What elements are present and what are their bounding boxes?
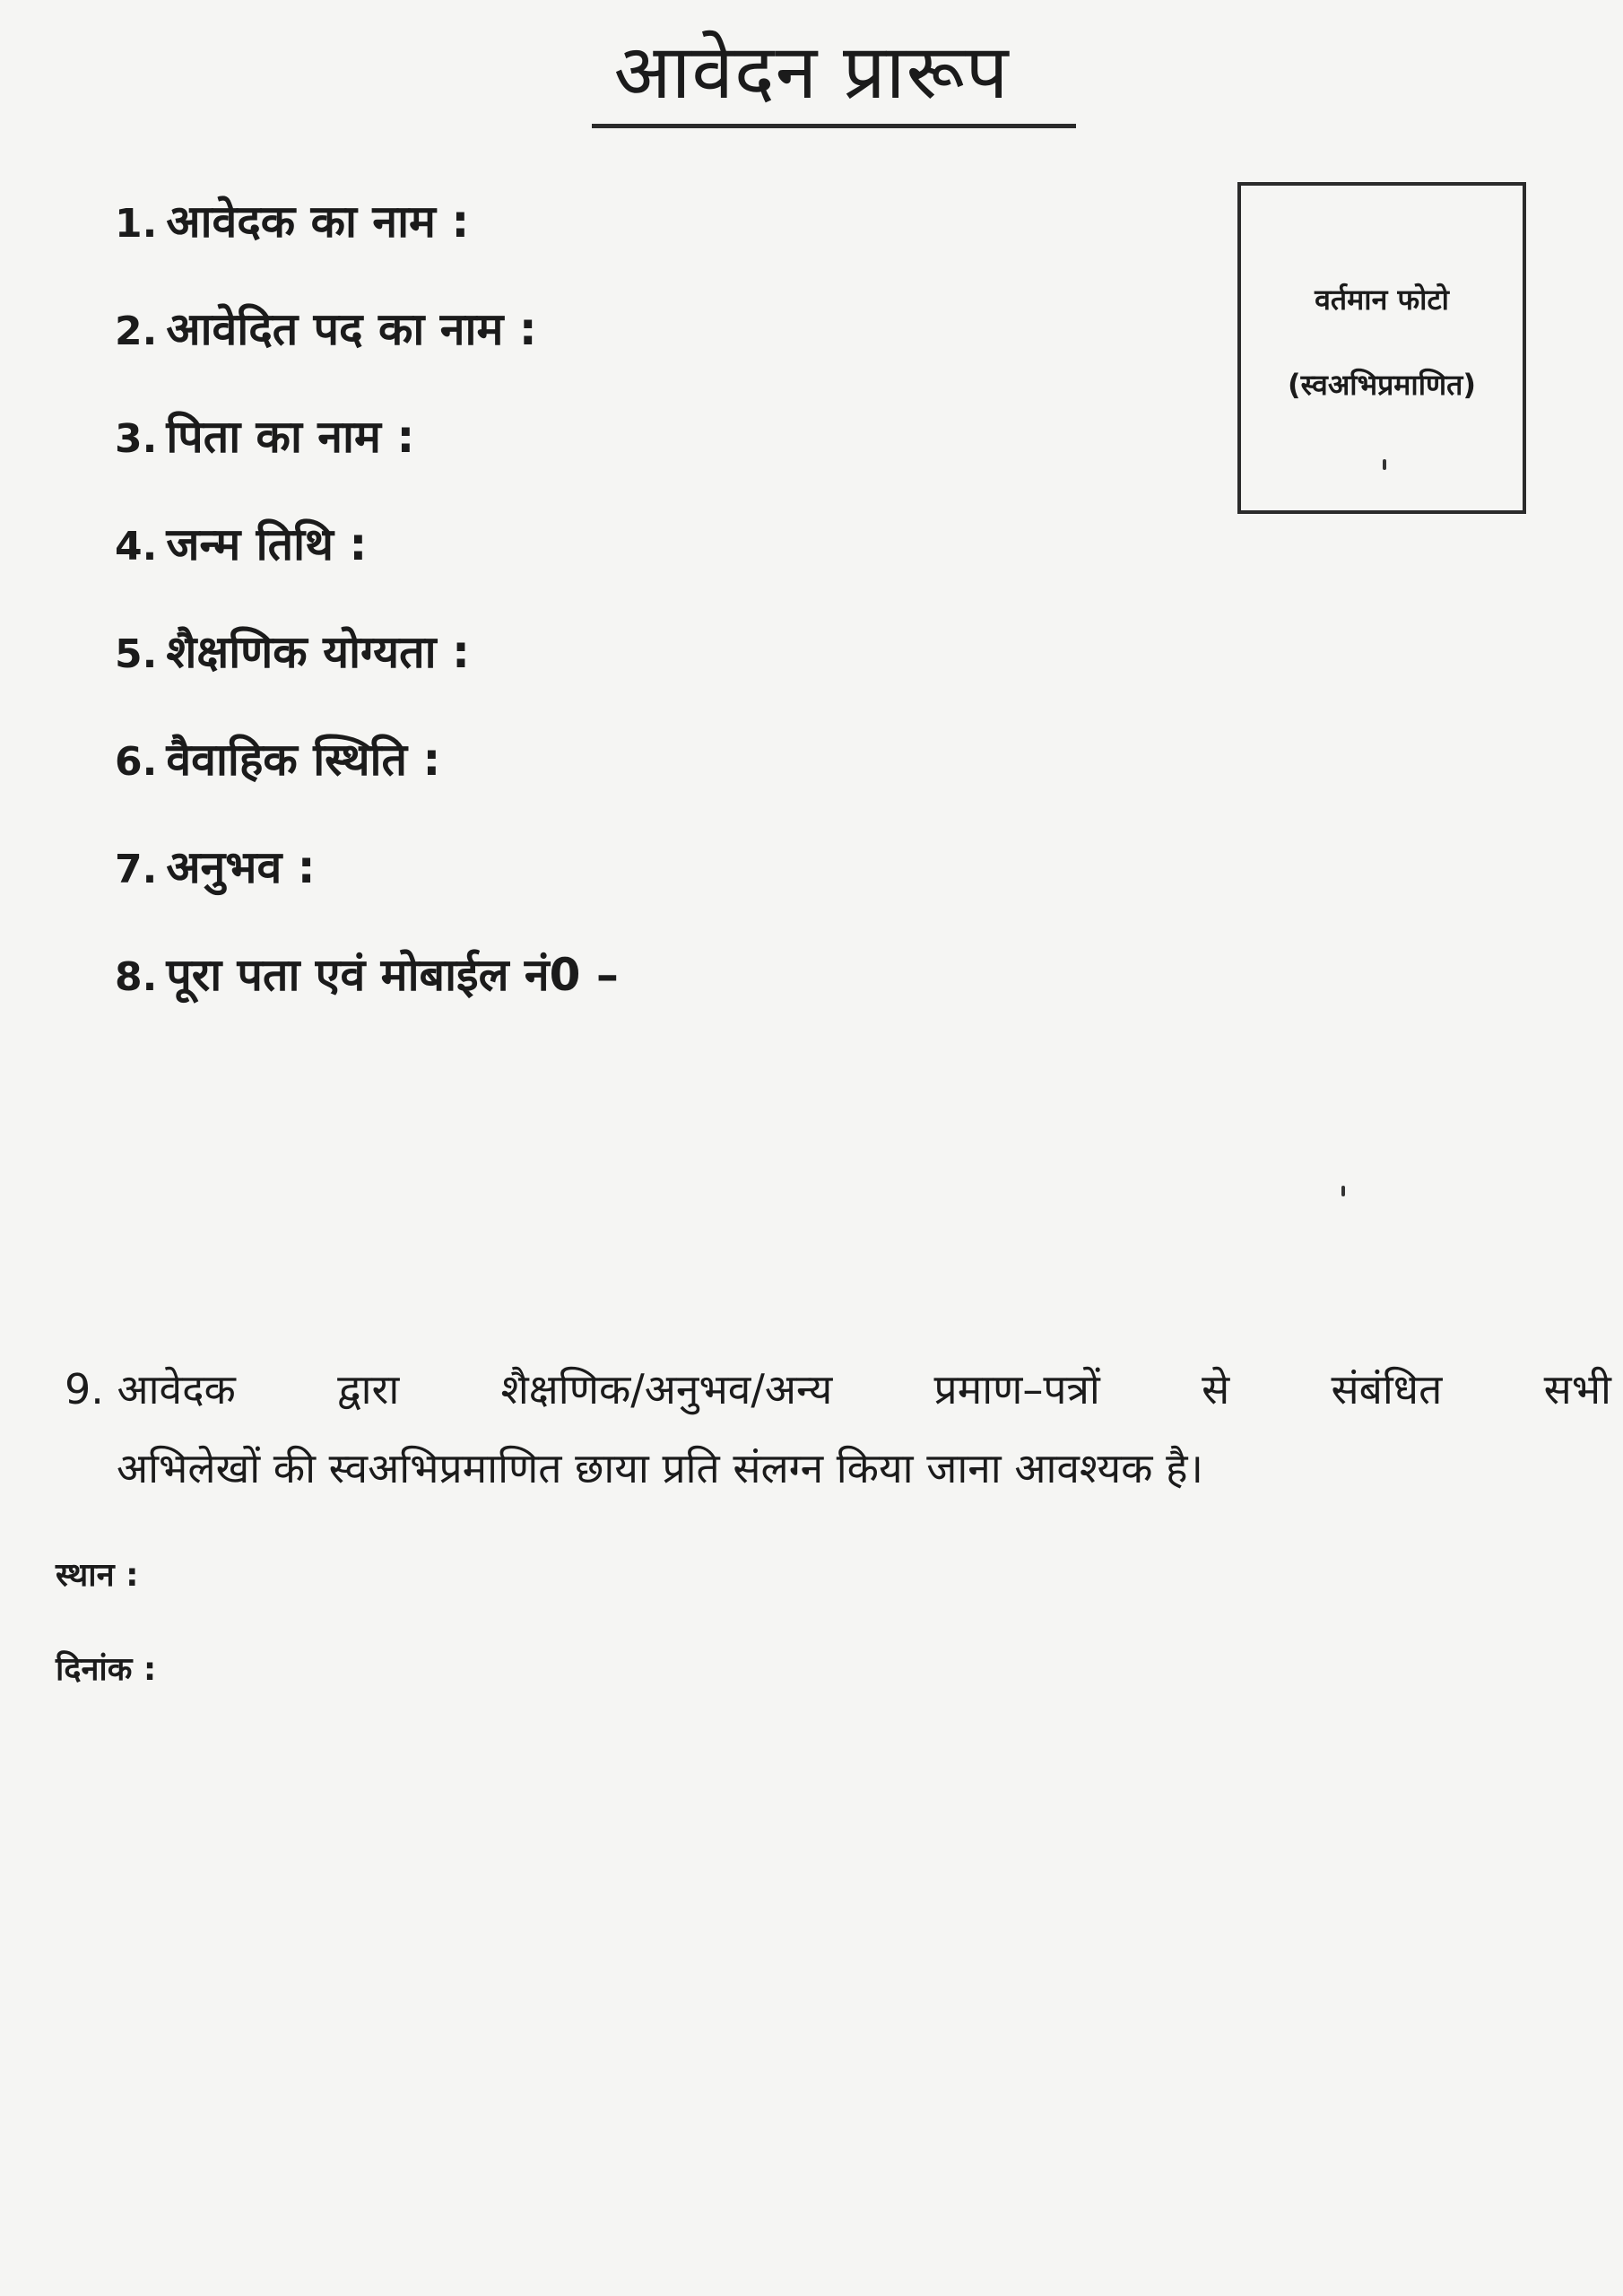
note-line-1 (65, 1350, 1611, 1429)
field-number: 2. (115, 309, 158, 354)
note-word: द्वारा (337, 1365, 400, 1413)
photo-box (1237, 182, 1526, 514)
note-word: से (1202, 1365, 1230, 1413)
form-fields-list (115, 193, 619, 1054)
field-label: अनुभव : (166, 841, 316, 893)
field-number: 7. (115, 847, 158, 892)
photo-box-subcaption: (स्वअभिप्रमाणित) (1287, 368, 1477, 402)
photo-box-caption: वर्तमान फोटो (1315, 283, 1449, 317)
field-label: वैवाहिक स्थिति : (166, 734, 441, 786)
field-education (115, 623, 619, 731)
date-label: दिनांक : (56, 1651, 157, 1688)
note-word: प्रमाण–पत्रों (933, 1365, 1100, 1413)
field-post-name (115, 300, 619, 408)
field-label: आवेदित पद का नाम : (166, 303, 537, 355)
field-father-name (115, 408, 619, 516)
field-number: 8. (115, 954, 158, 1000)
field-label: आवेदक का नाम : (166, 196, 470, 248)
title-underline (592, 124, 1076, 128)
field-label: पूरा पता एवं मोबाईल नं0 – (166, 949, 619, 1001)
field-label: पिता का नाम : (166, 411, 415, 463)
field-label: जन्म तिथि : (166, 518, 368, 570)
note-number: 9. (65, 1365, 104, 1413)
scan-speck (1341, 1186, 1345, 1196)
place-label: स्थान : (56, 1557, 139, 1594)
form-title: आवेदन प्रारूप (613, 28, 1010, 116)
field-number: 6. (115, 739, 158, 785)
note-line-2: अभिलेखों की स्वअभिप्रमाणित छाया प्रति संलग्न किया जाना आवश्यक है। (117, 1444, 1203, 1492)
scan-speck (1383, 459, 1386, 470)
field-experience (115, 839, 619, 946)
field-marital-status (115, 731, 619, 839)
field-number: 3. (115, 416, 158, 462)
note-number-word (65, 1350, 236, 1429)
attachment-note (65, 1350, 1611, 1508)
field-number: 4. (115, 524, 158, 570)
field-address-mobile (115, 946, 619, 1054)
field-number: 5. (115, 631, 158, 677)
note-word: सभी (1543, 1365, 1611, 1413)
note-word: आवेदक (117, 1365, 236, 1413)
note-word: संबंधित (1331, 1365, 1443, 1413)
field-date-of-birth (115, 516, 619, 623)
field-number: 1. (115, 201, 158, 247)
note-word: शैक्षणिक/अनुभव/अन्य (500, 1365, 833, 1413)
field-label: शैक्षणिक योग्यता : (166, 626, 470, 678)
field-applicant-name (115, 193, 619, 300)
